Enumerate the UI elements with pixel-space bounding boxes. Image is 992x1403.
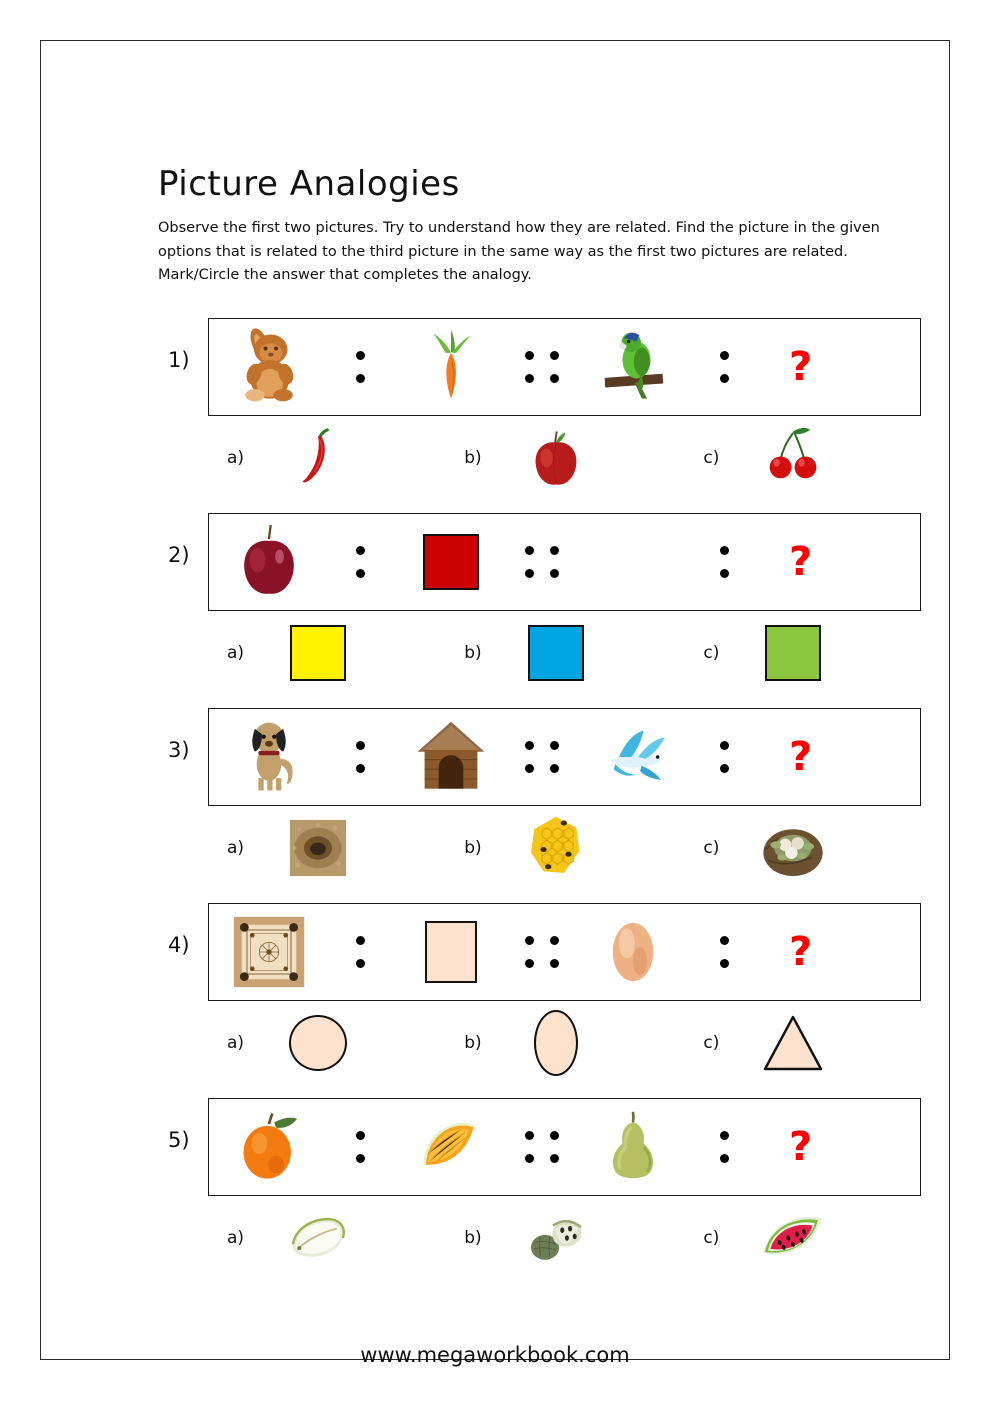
- separator-dot: [356, 546, 365, 555]
- pear-half-image: [279, 1199, 357, 1277]
- analogy-term-2: [391, 1098, 511, 1196]
- option-b[interactable]: [446, 808, 684, 888]
- separator-dot: [356, 374, 365, 383]
- option-a[interactable]: [208, 418, 446, 498]
- question-1: [156, 318, 921, 502]
- analogy-term-3: [573, 513, 693, 611]
- separator-dot: [525, 936, 534, 945]
- apple-dark-image: [225, 518, 313, 606]
- nest-image: [754, 809, 832, 887]
- shape-square: [528, 625, 584, 681]
- option-c[interactable]: [683, 418, 921, 498]
- colon-separator: [356, 936, 365, 968]
- separator-dot: [550, 936, 559, 945]
- separator-cell: [329, 513, 391, 611]
- option-label: a): [226, 1032, 244, 1053]
- separator-dot: [720, 936, 729, 945]
- carrom-image: [225, 908, 313, 996]
- analogy-box: [208, 513, 921, 611]
- option-image[interactable]: [741, 613, 845, 693]
- colon-separator: [720, 351, 729, 383]
- analogy-term-1: [209, 1098, 329, 1196]
- separator-dot: [356, 741, 365, 750]
- option-label: b): [464, 1227, 482, 1248]
- option-a[interactable]: [208, 808, 446, 888]
- separator-dot: [525, 1131, 534, 1140]
- separator-dot: [550, 959, 559, 968]
- separator-dot: [525, 569, 534, 578]
- separator-dot: [356, 351, 365, 360]
- shape-circle: [289, 1015, 347, 1071]
- separator-dot: [550, 741, 559, 750]
- cherries-image: [754, 419, 832, 497]
- separator-cell: [511, 708, 573, 806]
- options-row: [156, 999, 921, 1087]
- answer-slot[interactable]: [755, 318, 920, 416]
- option-image[interactable]: [266, 613, 370, 693]
- separator-cell: [329, 903, 391, 1001]
- question-5: [156, 1098, 921, 1282]
- separator-dot: [720, 959, 729, 968]
- options-row: [156, 1194, 921, 1282]
- option-label: b): [464, 447, 482, 468]
- custard-apple-image: [517, 1199, 595, 1277]
- analogy-term-3: [573, 1098, 693, 1196]
- option-c[interactable]: [683, 808, 921, 888]
- analogy-term-3: [573, 318, 693, 416]
- question-2: [156, 513, 921, 697]
- separator-dot: [356, 959, 365, 968]
- analogy-box: [208, 318, 921, 416]
- separator-dot: [525, 546, 534, 555]
- double-colon-separator: [525, 1131, 559, 1163]
- rabbit-image: [225, 323, 313, 411]
- option-image[interactable]: [741, 1003, 845, 1083]
- shape-triangle: [762, 1014, 824, 1072]
- option-image[interactable]: [741, 418, 845, 498]
- option-image[interactable]: [266, 1198, 370, 1278]
- separator-cell: [693, 1098, 755, 1196]
- separator-cell: [693, 708, 755, 806]
- question-number: 4): [168, 932, 190, 957]
- colon-separator: [356, 1131, 365, 1163]
- dog-image: [225, 713, 313, 801]
- question-mark: ?: [789, 1123, 813, 1170]
- colon-separator: [356, 741, 365, 773]
- separator-cell: [511, 513, 573, 611]
- chili-image: [279, 419, 357, 497]
- analogy-term-1: [209, 708, 329, 806]
- shape-square: [425, 921, 477, 983]
- option-label: b): [464, 642, 482, 663]
- shape-oval: [534, 1010, 578, 1076]
- separator-dot: [720, 1131, 729, 1140]
- option-label: c): [703, 642, 720, 663]
- separator-dot: [356, 1131, 365, 1140]
- analogy-term-3: [573, 903, 693, 1001]
- shape-square: [765, 625, 821, 681]
- option-label: a): [226, 1227, 244, 1248]
- separator-cell: [693, 318, 755, 416]
- separator-dot: [720, 351, 729, 360]
- separator-dot: [720, 374, 729, 383]
- parrot-image: [589, 323, 677, 411]
- separator-cell: [511, 318, 573, 416]
- analogy-box: [208, 708, 921, 806]
- options-row: [156, 609, 921, 697]
- grapes-green-image: [589, 518, 677, 606]
- option-label: b): [464, 837, 482, 858]
- footer-website: www.megaworkbook.com: [360, 1343, 630, 1367]
- option-b[interactable]: [446, 418, 684, 498]
- shape-square: [290, 625, 346, 681]
- option-label: c): [703, 1032, 720, 1053]
- separator-dot: [525, 741, 534, 750]
- option-a[interactable]: [208, 613, 446, 693]
- separator-dot: [720, 764, 729, 773]
- orange-slice-image: [407, 1103, 495, 1191]
- answer-slot[interactable]: [755, 1098, 920, 1196]
- orange-image: [225, 1103, 313, 1191]
- options-row: [156, 414, 921, 502]
- option-image[interactable]: [266, 1003, 370, 1083]
- question-mark: ?: [789, 928, 813, 975]
- separator-dot: [720, 1154, 729, 1163]
- answer-slot[interactable]: [755, 513, 920, 611]
- option-label: c): [703, 837, 720, 858]
- option-label: c): [703, 447, 720, 468]
- separator-dot: [356, 1154, 365, 1163]
- option-image[interactable]: [266, 808, 370, 888]
- option-label: a): [226, 447, 244, 468]
- pear-image: [589, 1103, 677, 1191]
- separator-dot: [550, 764, 559, 773]
- separator-dot: [720, 546, 729, 555]
- egg-image: [589, 908, 677, 996]
- option-image[interactable]: [504, 1198, 608, 1278]
- worksheet-content: [156, 166, 921, 1293]
- option-c[interactable]: [683, 1198, 921, 1278]
- option-image[interactable]: [741, 808, 845, 888]
- option-image[interactable]: [504, 613, 608, 693]
- separator-cell: [693, 903, 755, 1001]
- question-mark: ?: [789, 733, 813, 780]
- question-number: 5): [168, 1127, 190, 1152]
- option-image[interactable]: [266, 418, 370, 498]
- question-3: [156, 708, 921, 892]
- option-label: b): [464, 1032, 482, 1053]
- options-row: [156, 804, 921, 892]
- colon-separator: [720, 936, 729, 968]
- separator-cell: [329, 318, 391, 416]
- analogy-term-1: [209, 318, 329, 416]
- analogy-term-2: [391, 903, 511, 1001]
- double-colon-separator: [525, 546, 559, 578]
- separator-cell: [511, 903, 573, 1001]
- colon-separator: [720, 546, 729, 578]
- analogy-term-2: [391, 318, 511, 416]
- answer-slot[interactable]: [755, 903, 920, 1001]
- double-colon-separator: [525, 936, 559, 968]
- separator-cell: [693, 513, 755, 611]
- option-a[interactable]: [208, 1003, 446, 1083]
- analogy-term-1: [209, 513, 329, 611]
- separator-dot: [525, 959, 534, 968]
- honeycomb-image: [517, 809, 595, 887]
- double-colon-separator: [525, 351, 559, 383]
- option-label: a): [226, 642, 244, 663]
- colon-separator: [720, 741, 729, 773]
- option-c[interactable]: [683, 613, 921, 693]
- question-mark: ?: [789, 538, 813, 585]
- separator-dot: [720, 569, 729, 578]
- questions-list: [156, 318, 921, 1282]
- option-b[interactable]: [446, 1198, 684, 1278]
- option-image[interactable]: [741, 1198, 845, 1278]
- separator-dot: [550, 351, 559, 360]
- option-label: c): [703, 1227, 720, 1248]
- double-colon-separator: [525, 741, 559, 773]
- separator-dot: [356, 569, 365, 578]
- page-title: Picture Analogies: [158, 164, 460, 204]
- separator-dot: [720, 741, 729, 750]
- option-image[interactable]: [504, 1003, 608, 1083]
- option-label: a): [226, 837, 244, 858]
- question-number: 3): [168, 737, 190, 762]
- option-image[interactable]: [504, 418, 608, 498]
- doghouse-image: [407, 713, 495, 801]
- apple-red-image: [517, 419, 595, 497]
- option-image[interactable]: [504, 808, 608, 888]
- page-border: [40, 40, 950, 1367]
- question-mark: ?: [789, 343, 813, 390]
- analogy-term-2: [391, 708, 511, 806]
- separator-dot: [550, 1154, 559, 1163]
- burrow-image: [279, 809, 357, 887]
- separator-dot: [525, 374, 534, 383]
- watermelon-image: [754, 1199, 832, 1277]
- analogy-term-1: [209, 903, 329, 1001]
- colon-separator: [356, 351, 365, 383]
- analogy-box: [208, 1098, 921, 1196]
- analogy-term-3: [573, 708, 693, 806]
- separator-dot: [356, 764, 365, 773]
- bird-blue-image: [589, 713, 677, 801]
- shape-square: [423, 534, 479, 590]
- separator-dot: [525, 351, 534, 360]
- instructions-text: Observe the first two pictures. Try to understand how they are related. Find the picture in the given options that is related to the third picture in the same way as the first two pictures are related. Mark/Circle the answer that completes the analogy.: [158, 220, 880, 284]
- separator-dot: [525, 764, 534, 773]
- separator-dot: [550, 569, 559, 578]
- option-b[interactable]: [446, 1003, 684, 1083]
- question-4: [156, 903, 921, 1087]
- separator-dot: [550, 1131, 559, 1140]
- separator-dot: [550, 546, 559, 555]
- option-a[interactable]: [208, 1198, 446, 1278]
- question-number: 2): [168, 542, 190, 567]
- separator-cell: [511, 1098, 573, 1196]
- option-b[interactable]: [446, 613, 684, 693]
- question-number: 1): [168, 347, 190, 372]
- option-c[interactable]: [683, 1003, 921, 1083]
- carrot-image: [407, 323, 495, 411]
- separator-dot: [356, 936, 365, 945]
- separator-cell: [329, 1098, 391, 1196]
- separator-dot: [525, 1154, 534, 1163]
- colon-separator: [720, 1131, 729, 1163]
- answer-slot[interactable]: [755, 708, 920, 806]
- analogy-box: [208, 903, 921, 1001]
- separator-dot: [550, 374, 559, 383]
- colon-separator: [356, 546, 365, 578]
- separator-cell: [329, 708, 391, 806]
- analogy-term-2: [391, 513, 511, 611]
